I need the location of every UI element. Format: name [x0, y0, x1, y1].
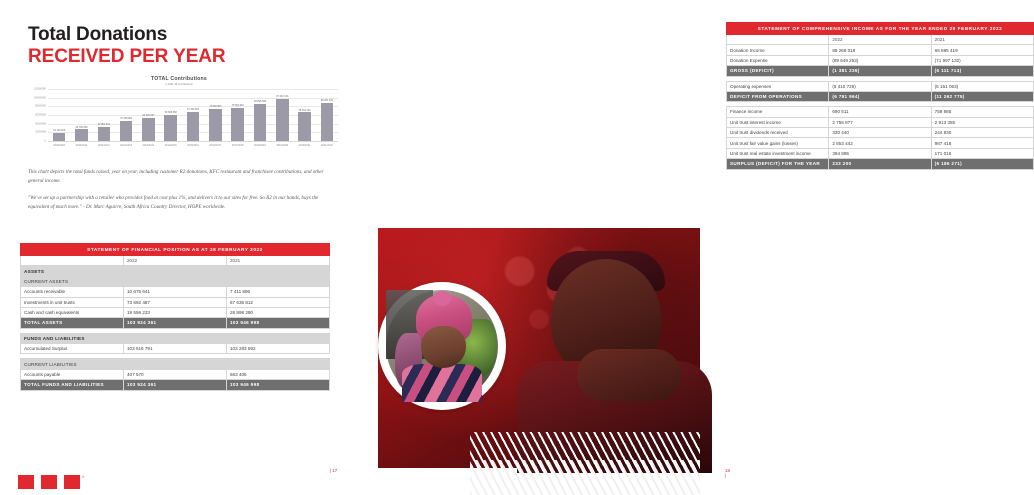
- table-row-value: 103 283 592: [227, 344, 330, 354]
- chart-bar-value-label: 88 281 332: [320, 98, 333, 102]
- table-row-value: (5 151 063): [931, 81, 1033, 91]
- table-row: [727, 138, 1034, 148]
- chart-y-tick-label: 60000000: [35, 113, 46, 117]
- donations-bar-chart: [18, 76, 340, 156]
- table-row-value: 394 895: [829, 148, 931, 158]
- chart-bar-column: [182, 89, 204, 141]
- table-row-value: 330 440: [829, 128, 931, 138]
- table-row-value: 10 675 641: [124, 287, 227, 297]
- table-row: [727, 55, 1034, 65]
- chart-bar-value-label: 66 013 201: [298, 108, 311, 112]
- paragraph-quote: "We've set up a partnership with a retailer who provides food at cost plus 1%, and delivers it to our sites for free. So R2 in our hands, buys the equivalent of much more." - Dr. Marc Aguirre, South Africa Country Director, HOPE worldwide.: [28, 194, 319, 210]
- financial-position-table: [20, 243, 330, 391]
- table-row: [727, 91, 1034, 101]
- table-row: [727, 159, 1034, 169]
- child-hands: [577, 349, 681, 401]
- table-row: [21, 380, 330, 390]
- table-row: [21, 369, 330, 379]
- page-number-left: | 17: [330, 468, 338, 473]
- table-column-headers: [21, 256, 330, 266]
- table-row: [727, 45, 1034, 55]
- chart-bar-value-label: 97 432 134: [276, 94, 289, 98]
- chart-bar: [254, 104, 266, 141]
- table-row-value: 103 924 361: [124, 318, 227, 328]
- table-row: [21, 333, 330, 343]
- table-row-value: (1 381 236): [829, 66, 931, 76]
- chart-bar: [98, 127, 110, 141]
- table-row-label: Finance income: [727, 107, 829, 117]
- table-row-value: 233 200: [829, 159, 931, 169]
- inset-face: [421, 326, 466, 369]
- table-row: [727, 81, 1034, 91]
- chart-x-tick-label: 2018/2019: [254, 143, 266, 147]
- page-number-right: 18 |: [725, 468, 730, 478]
- table-row-value: (89 649 253): [829, 55, 931, 65]
- table-row-value: 171 016: [931, 148, 1033, 158]
- chart-bar-column: [293, 89, 315, 141]
- table-column-headers: [727, 35, 1034, 45]
- table-row-label: Unit trust interest income: [727, 117, 829, 127]
- chart-y-tick-label: 100000000: [33, 96, 46, 100]
- table-group-label: CURRENT ASSETS: [21, 276, 330, 286]
- table-row-value: (71 997 132): [931, 55, 1033, 65]
- chart-x-axis-labels: [48, 141, 338, 151]
- chart-bar-column: [227, 89, 249, 141]
- chart-bar-value-label: 84 895 508: [253, 100, 266, 104]
- inset-photo-content: [386, 290, 498, 402]
- chart-x-tick-label: 2015/2016: [187, 143, 199, 147]
- table-group-label: ASSETS: [21, 266, 330, 276]
- page-title: [28, 24, 226, 68]
- table-column-header: 2021: [227, 256, 330, 266]
- table-row: [21, 318, 330, 328]
- chart-bar: [164, 115, 176, 141]
- chart-y-tick-label: 0: [44, 139, 46, 143]
- table-row-value: 65 885 419: [931, 45, 1033, 55]
- table-row: [21, 307, 330, 317]
- table-row-label: Donation Expense: [727, 55, 829, 65]
- chart-bar: [142, 118, 154, 141]
- chart-x-tick-label: 2012/2013: [120, 143, 132, 147]
- chart-bar-value-label: 59 893 668: [164, 111, 177, 115]
- table-row-label: TOTAL FUNDS AND LIABILITIES: [21, 380, 124, 390]
- chart-bar-column: [48, 89, 70, 141]
- table-column-header: [21, 256, 124, 266]
- table-comprehensive-income: [726, 22, 1034, 170]
- table-row-value: 28 898 290: [227, 307, 330, 317]
- table-row-label: DEFICIT FROM OPERATIONS: [727, 91, 829, 101]
- table-row: [727, 66, 1034, 76]
- table-row: [21, 266, 330, 276]
- table-row-value: 103 924 361: [124, 380, 227, 390]
- chart-bar-value-label: 75 562 962: [231, 104, 244, 108]
- chart-bar: [187, 112, 199, 141]
- page-title-main: Total Donations: [28, 24, 168, 45]
- table-row-label: Accounts payable: [21, 369, 124, 379]
- chart-y-tick-label: 20000000: [35, 130, 46, 134]
- logo-square-1: [18, 475, 34, 489]
- chart-bar-column: [93, 89, 115, 141]
- chart-bar: [75, 129, 87, 141]
- chart-bar-value-label: 53 320 637: [142, 114, 155, 118]
- table-row-value: (6 791 964): [829, 91, 931, 101]
- table-row-label: Accounts receivable: [21, 287, 124, 297]
- chart-bars: [48, 89, 338, 141]
- logo-square-2: [41, 475, 57, 489]
- table-row-label: Cash and cash equivalents: [21, 307, 124, 317]
- table-row: [21, 297, 330, 307]
- table-row-value: 2 755 877: [829, 117, 931, 127]
- chart-x-tick-label: 2016/2017: [209, 143, 222, 147]
- brand-logo: [18, 475, 84, 489]
- chart-x-tick-label: 2013/2014: [142, 143, 155, 147]
- table-row: [727, 148, 1034, 158]
- inset-pompom: [433, 291, 451, 306]
- inset-scarf: [402, 364, 483, 402]
- chart-x-tick-label: 2019/2020: [276, 143, 289, 147]
- chart-subtitle: in ZAR, all contributions: [165, 83, 193, 86]
- chart-x-tick-label: 2021/2022: [320, 143, 333, 147]
- chart-bar-column: [115, 89, 137, 141]
- table-row-label: Accumulated Surplus: [21, 344, 124, 354]
- logo-square-3: [64, 475, 80, 489]
- table-row-value: 103 946 998: [227, 380, 330, 390]
- table-row-value: 663 406: [227, 369, 330, 379]
- table-row-value: 987 418: [931, 138, 1033, 148]
- chart-y-tick-label: 80000000: [35, 104, 46, 108]
- table-header-text: STATEMENT OF COMPREHENSIVE INCOME AS FOR THE YEAR ENDED 28 FEBRUARY 2022: [727, 23, 1034, 35]
- chart-plot-area: [18, 89, 340, 151]
- chart-bar-column: [316, 89, 338, 141]
- chart-bar: [276, 99, 288, 141]
- body-copy: [28, 168, 324, 212]
- table-row-value: 73 692 487: [124, 297, 227, 307]
- table-group-label: CURRENT LIABILITIES: [21, 359, 330, 369]
- table-column-header: 2022: [829, 35, 931, 45]
- table-row-label: Operating expenses: [727, 81, 829, 91]
- table-row-value: 88 268 018: [829, 45, 931, 55]
- table-row-label: Investments in unit trusts: [21, 297, 124, 307]
- table-row-value: 103 516 791: [124, 344, 227, 354]
- chart-bar: [321, 103, 333, 141]
- chart-bar-column: [137, 89, 159, 141]
- chart-bar: [209, 109, 221, 141]
- chart-bar-value-label: 18 129 819: [53, 129, 66, 133]
- table-row: [21, 276, 330, 286]
- chart-x-tick-label: 2017/2018: [231, 143, 244, 147]
- chart-bar-value-label: 67 199 600: [187, 108, 200, 112]
- page-title-sub: RECEIVED PER YEAR: [28, 46, 226, 68]
- chart-bar-value-label: 26 766 569: [75, 125, 88, 129]
- table-row-label: Unit trust dividends received: [727, 128, 829, 138]
- table-row-value: (5 410 729): [829, 81, 931, 91]
- paragraph-description: This chart depicts the total funds raised, year on year, including customer R2 donations, KFC restaurant and franchisee contributions, and other general income.: [28, 169, 324, 184]
- table-row-value: (6 111 713): [931, 66, 1033, 76]
- table-row-label: Unit trust real estate investment income: [727, 148, 829, 158]
- chart-x-tick-label: 2011/2012: [97, 143, 110, 147]
- logo-trademark: ®: [82, 475, 85, 479]
- table-row-value: 759 885: [931, 107, 1033, 117]
- table-row: [727, 107, 1034, 117]
- table-group-label: FUNDS AND LIABILITIES: [21, 333, 330, 343]
- chart-y-tick-label: 40000000: [35, 122, 46, 126]
- table-row-value: (6 186 271): [931, 159, 1033, 169]
- table-row-value: 690 511: [829, 107, 931, 117]
- chart-title: TOTAL Contributions: [151, 76, 207, 82]
- chart-bar: [53, 133, 65, 141]
- chart-bar: [231, 108, 243, 141]
- table-row-value: 19 556 233: [124, 307, 227, 317]
- table-row-label: Donation Income: [727, 45, 829, 55]
- table-row-label: TOTAL ASSETS: [21, 318, 124, 328]
- table-row-value: 244 830: [931, 128, 1033, 138]
- circular-inset-photo: [378, 282, 506, 410]
- chart-bar: [298, 112, 310, 141]
- table-row-value: 407 570: [124, 369, 227, 379]
- chart-x-tick-label: 2014/2015: [164, 143, 177, 147]
- chart-bar-value-label: 32 852 844: [97, 122, 110, 126]
- table-financial-position: [20, 243, 330, 391]
- table-row-value: (11 262 775): [931, 91, 1033, 101]
- chart-bar-column: [271, 89, 293, 141]
- chart-bar: [120, 121, 132, 142]
- chart-bar-column: [249, 89, 271, 141]
- table-row: [21, 287, 330, 297]
- chart-y-tick-label: 120000000: [33, 87, 46, 91]
- table-row-value: 67 636 812: [227, 297, 330, 307]
- table-header-banner: [21, 244, 330, 256]
- income-statement-table: [726, 22, 1034, 170]
- table-row-label: GROSS (DEFICIT): [727, 66, 829, 76]
- table-column-header: [727, 35, 829, 45]
- table-row-value: 2 853 442: [829, 138, 931, 148]
- table-header-banner: [727, 23, 1034, 35]
- chart-x-tick-label: 2010/2011: [75, 143, 88, 147]
- table-column-header: 2021: [931, 35, 1033, 45]
- table-row: [21, 344, 330, 354]
- chart-bar-column: [160, 89, 182, 141]
- chart-bar-column: [204, 89, 226, 141]
- table-row-label: SURPLUS (DEFICIT) FOR THE YEAR: [727, 159, 829, 169]
- photo-child-subject: [521, 253, 706, 468]
- chart-x-tick-label: 2009/2010: [53, 143, 66, 147]
- table-row-value: 7 411 896: [227, 287, 330, 297]
- chart-x-tick-label: 2020/2021: [298, 143, 311, 147]
- chart-bar-value-label: 47 338 890: [120, 116, 133, 120]
- table-column-header: 2022: [124, 256, 227, 266]
- chart-y-axis-labels: [18, 89, 48, 141]
- table-row: [727, 128, 1034, 138]
- table-row: [727, 117, 1034, 127]
- chart-bar-value-label: 74 989 503: [209, 104, 222, 108]
- table-row-value: 103 946 998: [227, 318, 330, 328]
- left-page: [0, 0, 350, 495]
- table-row-value: 2 913 355: [931, 117, 1033, 127]
- table-row-label: Unit trust fair value gains (losses): [727, 138, 829, 148]
- table-header-text: STATEMENT OF FINANCIAL POSITION AS AT 28 FEBRUARY 2022: [21, 244, 330, 256]
- chart-bar-column: [70, 89, 92, 141]
- table-row: [21, 359, 330, 369]
